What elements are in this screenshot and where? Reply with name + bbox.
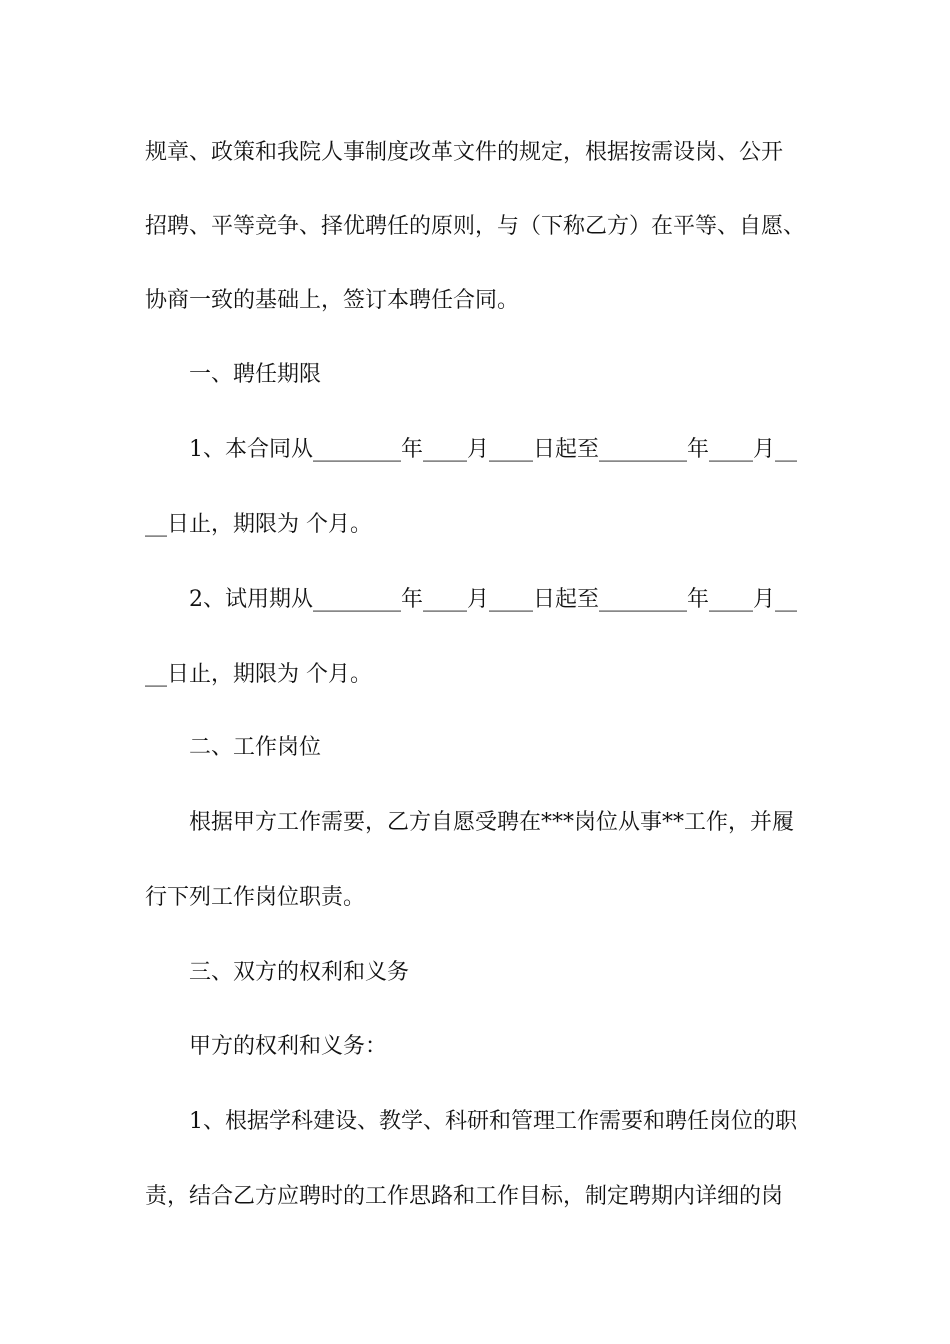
section-heading-rights: 三、双方的权利和义务 xyxy=(189,960,410,985)
body-text-line: 协商一致的基础上，签订本聘任合同。 xyxy=(145,288,520,313)
body-text-line: 责，结合乙方应聘时的工作思路和工作目标，制定聘期内详细的岗 xyxy=(145,1184,784,1209)
clause-probation-term: 2、试用期从________年____月____日起至________年____月__ xyxy=(189,587,797,612)
body-text-line: 根据甲方工作需要，乙方自愿受聘在***岗位从事**工作，并履 xyxy=(189,810,795,835)
body-text-line: 招聘、平等竞争、择优聘任的原则，与（下称乙方）在平等、自愿、 xyxy=(145,214,806,239)
clause-contract-term: 1、本合同从________年____月____日起至________年____月__ xyxy=(189,437,797,462)
subheading-party-a: 甲方的权利和义务： xyxy=(189,1034,388,1059)
section-heading-position: 二、工作岗位 xyxy=(189,735,322,760)
section-heading-term: 一、聘任期限 xyxy=(189,362,322,387)
body-text-line: 规章、政策和我院人事制度改革文件的规定，根据按需设岗、公开 xyxy=(145,140,784,165)
body-text-line: __日止，期限为 个月。 xyxy=(145,512,372,537)
body-text-line: 行下列工作岗位职责。 xyxy=(145,885,366,910)
body-text-line: 1、根据学科建设、教学、科研和管理工作需要和聘任岗位的职 xyxy=(189,1109,797,1134)
body-text-line: __日止，期限为 个月。 xyxy=(145,662,372,687)
